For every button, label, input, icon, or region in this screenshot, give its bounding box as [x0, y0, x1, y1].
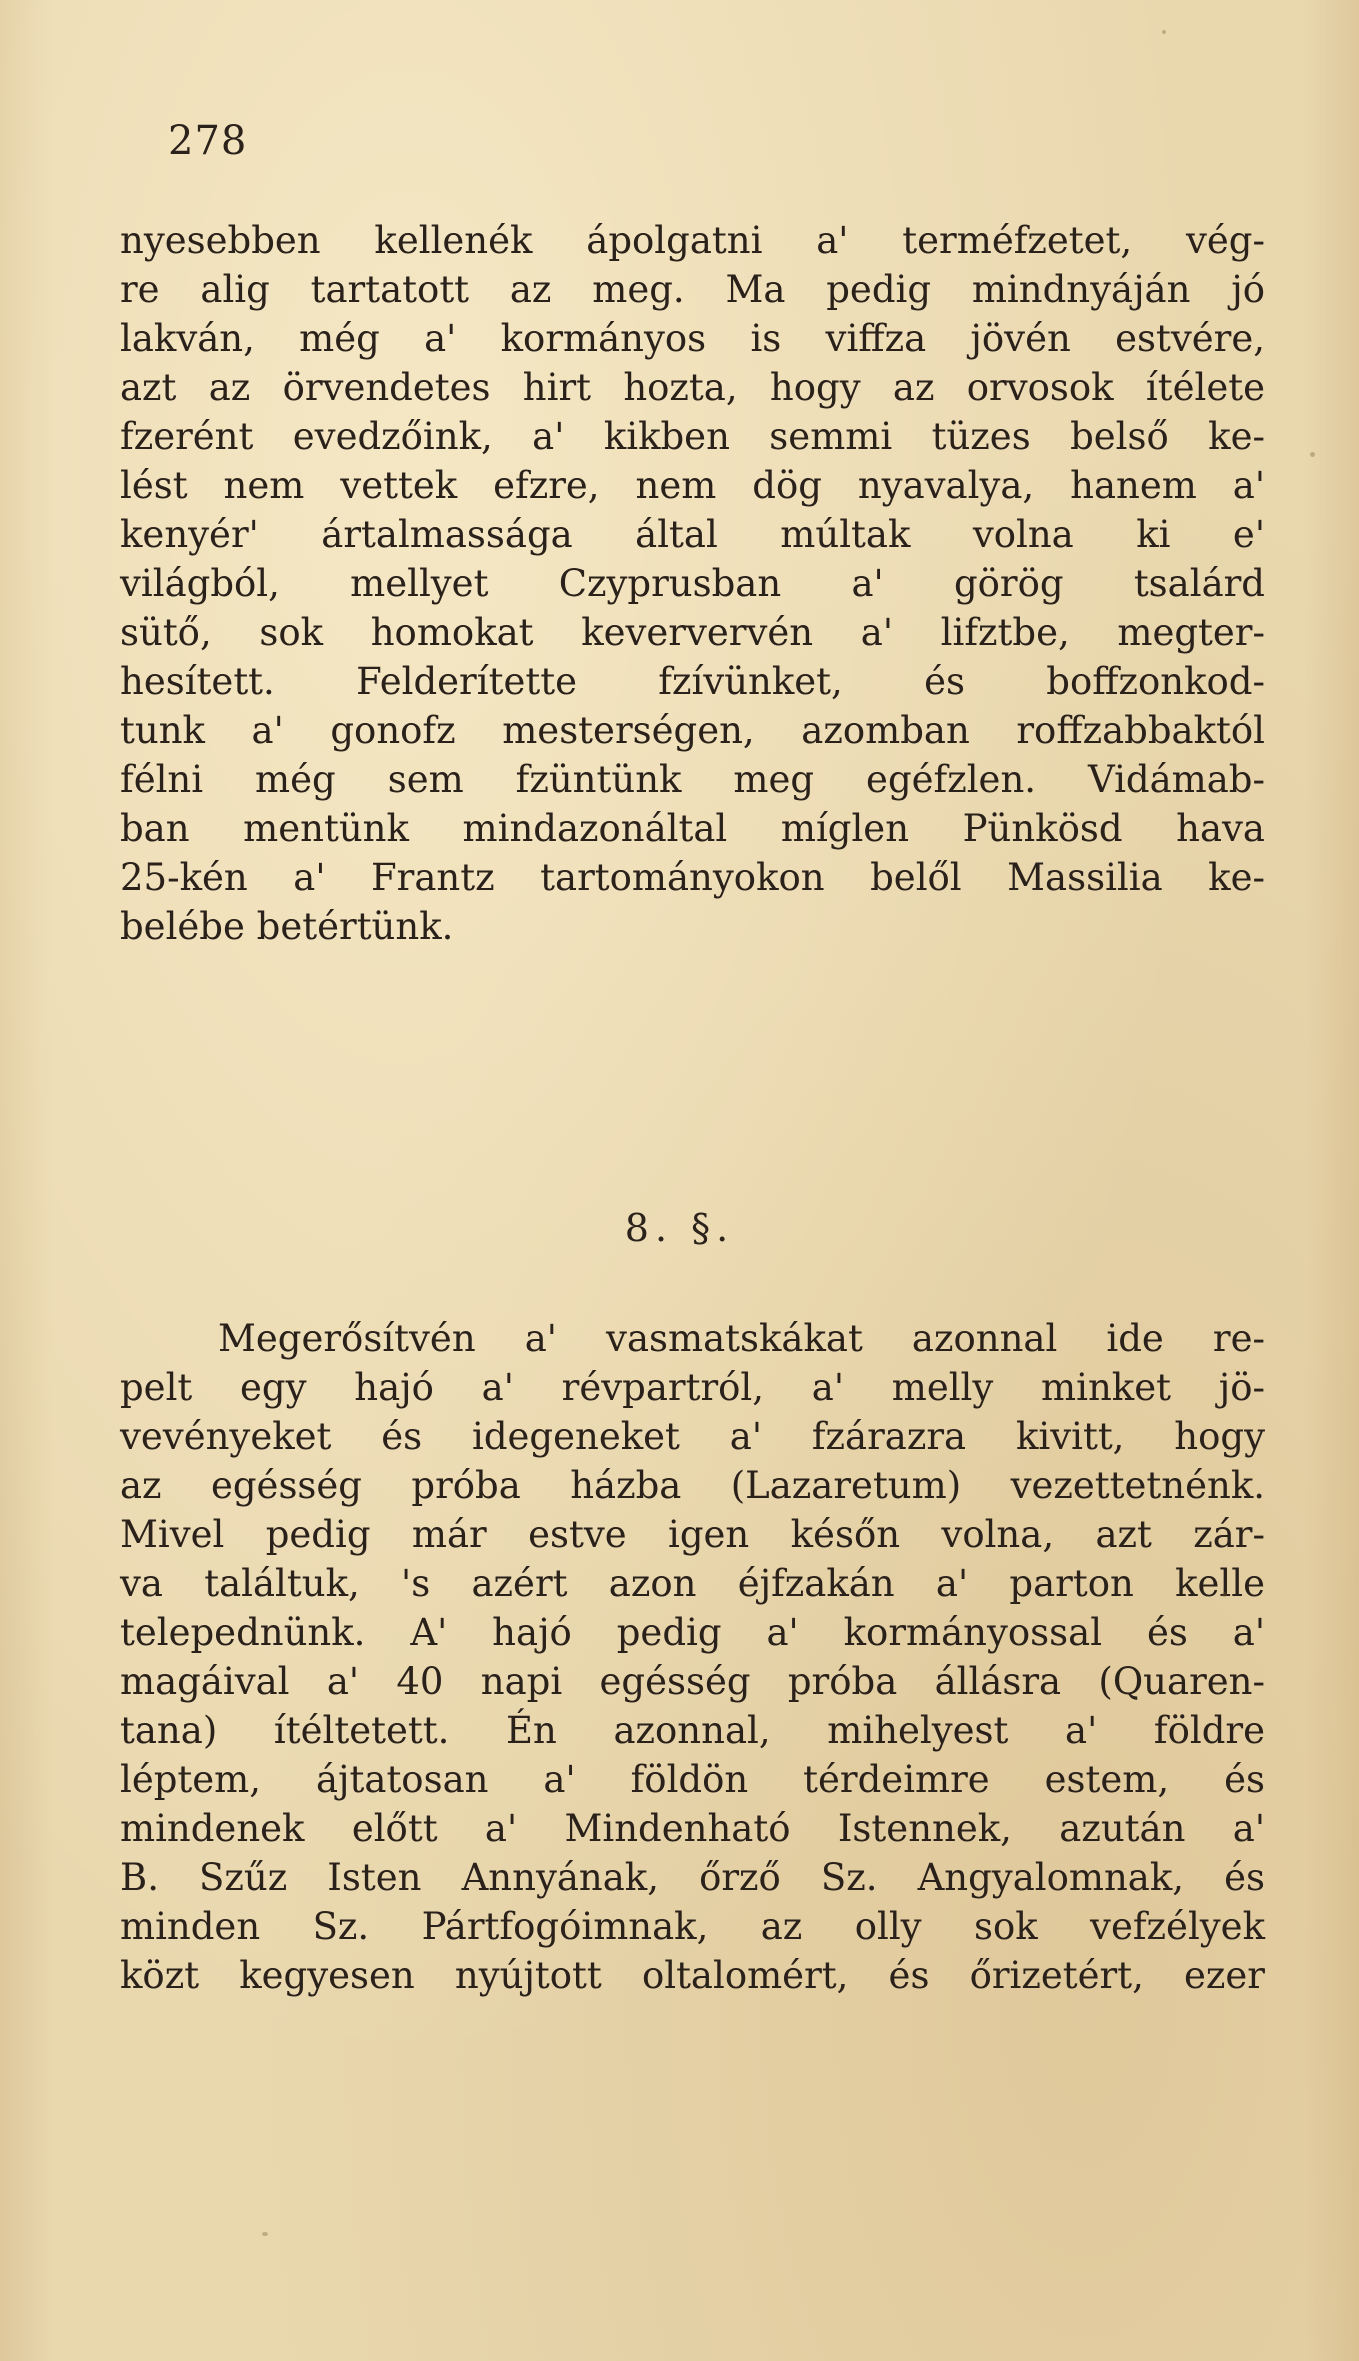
paper-speck — [1162, 30, 1166, 34]
text-line: fzerént evedzőink, a' kikben semmi tüzes belső ke- — [120, 415, 1265, 458]
text-line: sütő, sok homokat keververvén a' lifztbe, megter- — [120, 611, 1265, 654]
text-line: lakván, még a' kormányos is viffza jövén estvére, — [120, 317, 1265, 360]
page-number: 278 — [168, 118, 248, 164]
text-line: va találtuk, 's azért azon éjfzakán a' parton kelle — [120, 1562, 1265, 1605]
text-line: közt kegyesen nyújtott oltalomért, és őrizetért, ezer — [120, 1954, 1265, 1997]
text-line: világból, mellyet Czyprusban a' görög tsalárd — [120, 562, 1265, 605]
paragraph-1 — [120, 218, 1265, 953]
text-line: telepednünk. A' hajó pedig a' kormányossal és a' — [120, 1611, 1265, 1654]
text-line: re alig tartatott az meg. Ma pedig mindnyáján jó — [120, 268, 1265, 311]
text-line: azt az örvendetes hirt hozta, hogy az orvosok ítélete — [120, 366, 1265, 409]
text-line: belébe betértünk. — [120, 905, 454, 948]
paragraph-2 — [120, 1316, 1265, 2002]
text-line: tunk a' gonofz mesterségen, azomban roffzabbaktól — [120, 709, 1265, 752]
text-line: nyesebben kellenék ápolgatni a' terméfzetet, vég- — [120, 219, 1265, 262]
text-line: mindenek előtt a' Mindenható Istennek, azután a' — [120, 1807, 1265, 1850]
text-line: Megerősítvén a' vasmatskákat azonnal ide re- — [218, 1317, 1265, 1360]
paper-speck — [1310, 452, 1315, 457]
text-line: az egésség próba házba (Lazaretum) vezettetnénk. — [120, 1464, 1265, 1507]
text-line: B. Szűz Isten Annyának, őrző Sz. Angyalomnak, és — [120, 1856, 1265, 1899]
text-line: magáival a' 40 napi egésség próba állásra (Quaren- — [120, 1660, 1265, 1703]
paper-speck — [262, 2232, 268, 2236]
text-line: vevényeket és idegeneket a' fzárazra kivitt, hogy — [120, 1415, 1265, 1458]
section-heading: 8. §. — [624, 1206, 735, 1250]
paper-speck — [1222, 1592, 1227, 1597]
text-line: kenyér' ártalmassága által múltak volna ki e' — [120, 513, 1265, 556]
text-line: félni még sem fzüntünk meg egéfzlen. Vidámab- — [120, 758, 1265, 801]
text-line: hesített. Felderítette fzívünket, és boffzonkod- — [120, 660, 1265, 703]
text-line: ban mentünk mindazonáltal míglen Pünkösd hava — [120, 807, 1265, 850]
text-line: lést nem vettek efzre, nem dög nyavalya, hanem a' — [120, 464, 1265, 507]
text-line: minden Sz. Pártfogóimnak, az olly sok vefzélyek — [120, 1905, 1265, 1948]
text-line: 25-kén a' Frantz tartományokon belől Massilia ke- — [120, 856, 1265, 899]
text-line: pelt egy hajó a' révpartról, a' melly minket jö- — [120, 1366, 1265, 1409]
text-line: Mivel pedig már estve igen későn volna, azt zár- — [120, 1513, 1265, 1556]
text-line: tana) ítéltetett. Én azonnal, mihelyest a' földre — [120, 1709, 1265, 1752]
text-line: léptem, ájtatosan a' földön térdeimre estem, és — [120, 1758, 1265, 1801]
